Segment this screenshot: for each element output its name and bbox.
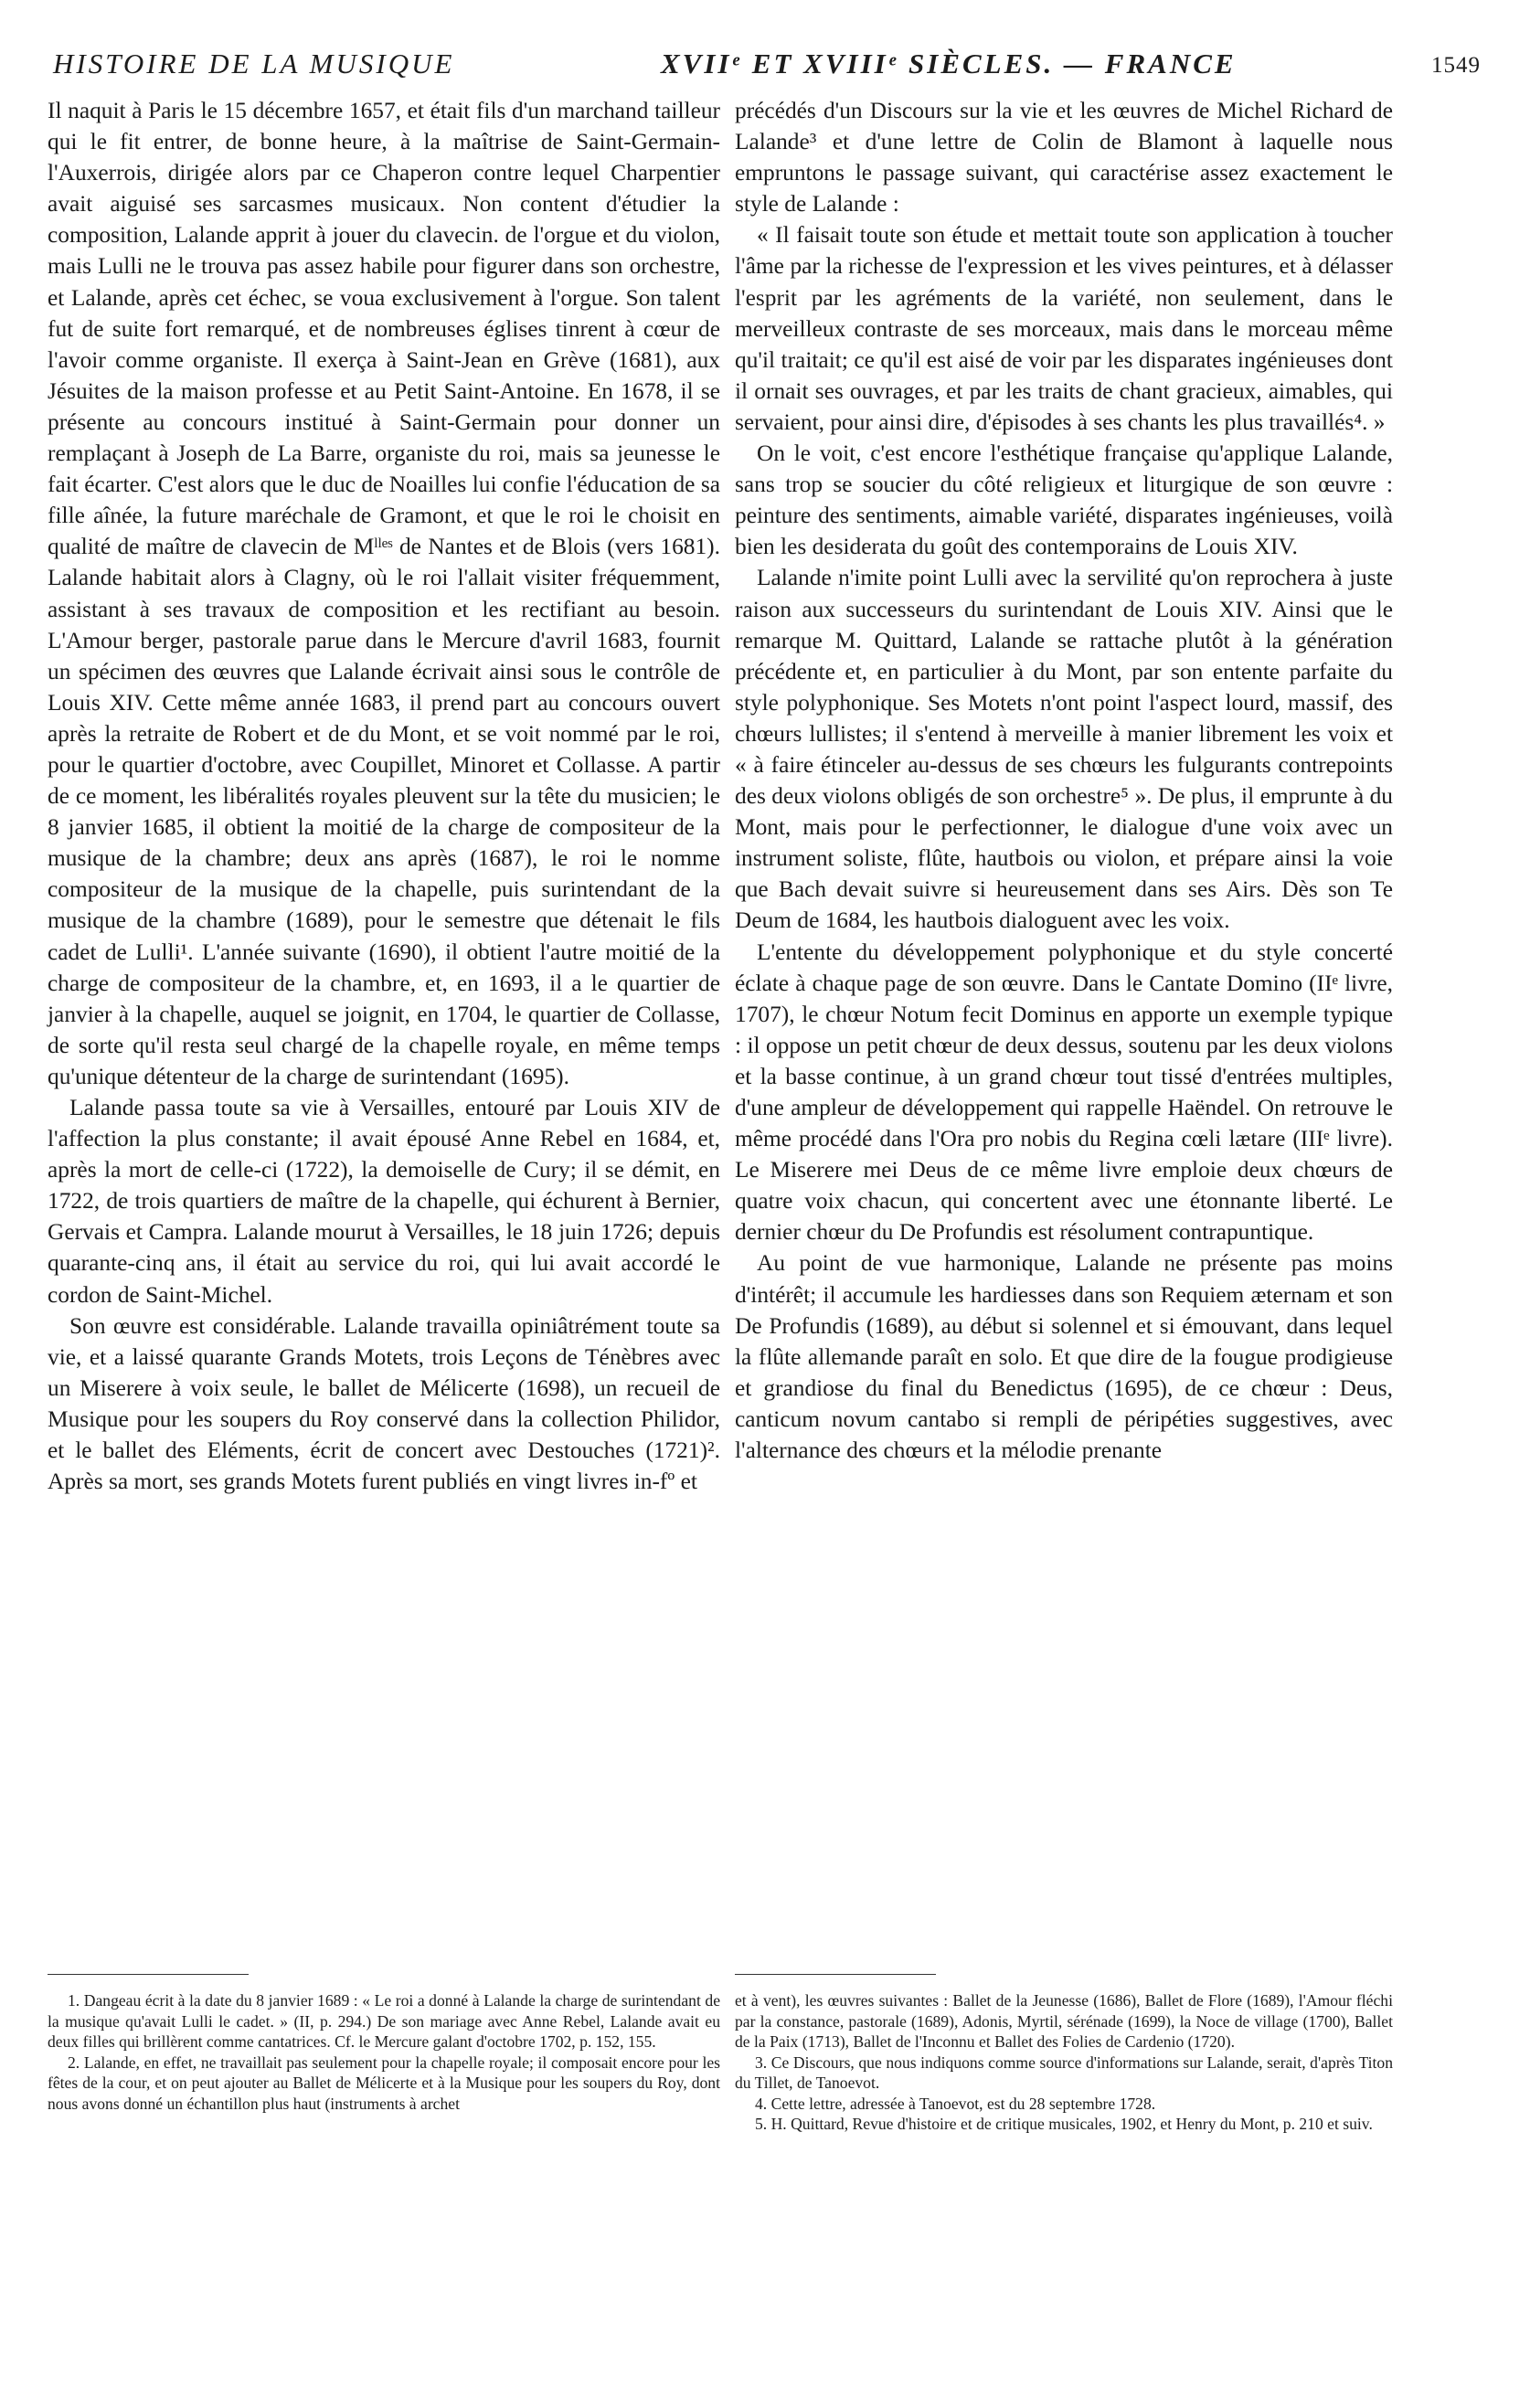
paragraph-birth: Il naquit à Paris le 15 décembre 1657, et était fils d'un marchand tailleur qui le fit entrer, de bonne heure, à la maîtrise de Saint-Germain-l'Auxerrois, dirigée alors par ce Chaperon contre lequel Charpentier avait aiguisé ses sarcasmes musicaux. Non content d'étudier la composition, Lalande apprit à jouer du clavecin. de l'orgue et du violon, mais Lulli ne le trouva pas assez habile pour figurer dans son orchestre, et Lalande, après cet échec, se voua exclusivement à l'orgue. Son talent fut de suite fort remarqué, et de nombreuses églises tinrent à cœur de l'avoir comme organiste. Il exerça à Saint-Jean en Grève (1681), aux Jésuites de la maison professe et au Petit Saint-Antoine. En 1678, il se présente au concours institué à Saint-Germain pour donner un remplaçant à Joseph de La Barre, organiste du roi, mais sa jeunesse le fait écarter. C'est alors que le duc de Noailles lui confie l'éducation de sa fille aînée, la future maréchale de Gramont, et que le roi le choisit en qualité de maître de clavecin de Mˡˡᵉˢ de Nantes et de Blois (vers 1681). Lalande habitait alors à Clagny, où le roi l'allait visiter fréquemment, assistant à ses travaux de composition et les rectifiant au besoin. L'Amour berger, pastorale parue dans le Mercure d'avril 1683, fournit un spécimen des œuvres que Lalande écrivait ainsi sous le contrôle de Louis XIV. Cette même année 1683, il prend part au concours ouvert après la retraite de Robert et de du Mont, et se voit nommé par le roi, pour le quartier d'octobre, avec Coupillet, Minoret et Collasse. A partir de ce moment, les libéralités royales pleuvent sur la tête du musicien; le 8 janvier 1685, il obtient la moitié de la charge de compositeur de la musique de la chambre; deux ans après (1687), le roi le nomme compositeur de la musique de la chapelle, puis surintendant de la musique de la chambre (1689), pour le semestre que détenait le fils cadet de Lulli¹. L'année suivante (1690), il obtient l'autre moitié de la charge de compositeur de la chambre, et, en 1693, il a le quartier de janvier à la chapelle, auquel se joignit, en 1704, le quartier de Collasse, de sorte qu'il resta seul chargé de la chapelle royale, en même temps qu'unique détenteur de la charge de surintendant (1695).	[48, 98, 720, 1089]
header-title: HISTOIRE DE LA MUSIQUE	[53, 48, 455, 80]
paragraph-oeuvre: Son œuvre est considérable. Lalande travailla opiniâtrément toute sa vie, et a laissé quarante Grands Motets, trois Leçons de Ténèbres avec un Miserere à voix seule, le ballet de Mélicerte (1698), un recueil de Musique pour les soupers du Roy conservé dans la collection Philidor, et le ballet des Eléments, écrit de concert avec Destouches (1721)². Après sa mort, ses grands Motets furent publiés en vingt livres in-fº et	[48, 1312, 720, 1495]
right-column	[735, 95, 1393, 1466]
footnote-5: 5. H. Quittard, Revue d'histoire et de critique musicales, 1902, et Henry du Mont, p. 210 et suiv.	[755, 2115, 1373, 2133]
footnote-1: 1. Dangeau écrit à la date du 8 janvier 1689 : « Le roi a donné à Lalande la charge de surintendant de la musique qu'avait Lulli le cadet. » (II, p. 294.) De son mariage avec Anne Rebel, Lalande avait eu deux filles qui brillèrent comme cantatrices. Cf. le Mercure galant d'octobre 1702, p. 152, 155.	[48, 1991, 720, 2051]
paragraph-harmonie: Au point de vue harmonique, Lalande ne présente pas moins d'intérêt; il accumule les hardiesses dans son Requiem æternam et son De Profundis (1689), au début si solennel et si émouvant, dans lequel la flûte allemande paraît en solo. Et que dire de la fougue prodigieuse et grandiose du final du Benedictus (1695), de ce chœur : Deus, canticum novum cantabo si rempli de péripéties suggestives, avec l'alternance des chœurs et la mélodie prenante	[735, 1250, 1393, 1464]
paragraph-versailles: Lalande passa toute sa vie à Versailles, entouré par Louis XIV de l'affection la plus constante; il avait épousé Anne Rebel en 1684, et, après la mort de celle-ci (1722), la demoiselle de Cury; il se démit, en 1722, de trois quartiers de maître de la chapelle, qui échurent à Bernier, Gervais et Campra. Lalande mourut à Versailles, le 18 juin 1726; depuis quarante-cinq ans, il était au service du roi, qui lui avait accordé le cordon de Saint-Michel.	[48, 1095, 720, 1308]
footnotes-right	[735, 1990, 1393, 2135]
paragraph-discours: précédés d'un Discours sur la vie et les œuvres de Michel Richard de Lalande³ et d'une lettre de Colin de Blamont à laquelle nous empruntons le passage suivant, qui caractérise assez exactement le style de Lalande :	[735, 98, 1393, 217]
left-column	[48, 95, 720, 1497]
paragraph-quotation: « Il faisait toute son étude et mettait toute son application à toucher l'âme par la richesse de l'expression et les vives peintures, et à délasser l'esprit par les agréments de la variété, non seulement, dans le merveilleux contraste de ses morceaux, mais dans le morceau même qu'il traitait; ce qu'il est aisé de voir par les disparates ingénieuses dont il ornait ses ouvrages, et par les traits de chant gracieux, aimables, qui servaient, pour ainsi dire, d'épisodes à ses chants les plus travaillés⁴. »	[735, 222, 1393, 435]
footnote-4: 4. Cette lettre, adressée à Tanoevot, est du 28 septembre 1728.	[755, 2094, 1156, 2113]
paragraph-esthetique: On le voit, c'est encore l'esthétique française qu'applique Lalande, sans trop se soucier du côté religieux et liturgique de son œuvre : peinture des sentiments, aimable variété, disparates ingénieuses, voilà bien les desiderata du goût des contemporains de Louis XIV.	[735, 440, 1393, 560]
page-number: 1549	[1431, 53, 1481, 78]
footnote-2: 2. Lalande, en effet, ne travaillait pas seulement pour la chapelle royale; il composait encore pour les fêtes de la cour, et on peut ajouter au Ballet de Mélicerte et à la Musique pour les soupers du Roy, dont nous avons donné un échantillon plus haut (instruments à archet	[48, 2053, 720, 2113]
paragraph-lulli: Lalande n'imite point Lulli avec la servilité qu'on reprochera à juste raison aux successeurs du surintendant de Louis XIV. Ainsi que le remarque M. Quittard, Lalande se rattache plutôt à la génération précédente et, en particulier à du Mont, par son entente parfaite du style polyphonique. Ses Motets n'ont point l'aspect lourd, massif, des chœurs lullistes; il s'entend à merveille à manier librement les voix et « à faire étinceler au-dessus de ses chœurs les fulgurants contrepoints des deux violons obligés de son orchestre⁵ ». De plus, il emprunte à du Mont, mais pour le perfectionner, le dialogue d'une voix avec un instrument soliste, flûte, hautbois ou violon, et prépare ainsi la voie que Bach devait suivre si heureusement dans ses Airs. Dès son Te Deum de 1684, les hautbois dialoguent avec les voix.	[735, 565, 1393, 934]
paragraph-polyphonie: L'entente du développement polyphonique et du style concerté éclate à chaque page de son œuvre. Dans le Cantate Domino (IIᵉ livre, 1707), le chœur Notum fecit Dominus en apporte un exemple typique : il oppose un petit chœur de deux dessus, soutenu par les deux violons et la basse continue, à un grand chœur tout tissé d'entrées multiples, d'une ampleur de développement qui rappelle Haëndel. On retrouve le même procédé dans l'Ora pro nobis du Regina cœli lætare (IIIᵉ livre). Le Miserere mei Deus de ce même livre emploie deux chœurs de quatre voix chacun, qui concertent avec une étonnante liberté. Le dernier chœur du De Profundis est résolument contrapuntique.	[735, 939, 1393, 1246]
footnote-rule-left	[48, 1974, 249, 1975]
header-period: XVIIᵉ ET XVIIIᵉ SIÈCLES. — FRANCE	[661, 48, 1237, 80]
footnote-3: 3. Ce Discours, que nous indiquons comme source d'informations sur Lalande, serait, d'après Titon du Tillet, de Tanoevot.	[735, 2053, 1393, 2092]
footnote-2-continued: et à vent), les œuvres suivantes : Ballet de la Jeunesse (1686), Ballet de Flore (1689), l'Amour fléchi par la constance, pastorale (1689), Adonis, Myrtil, sérénade (1699), la Noce de village (1700), Ballet de la Paix (1713), Ballet de l'Inconnu et Ballet des Folies de Cardenio (1720).	[735, 1991, 1393, 2051]
footnote-rule-right	[735, 1974, 936, 1975]
footnotes-left	[48, 1990, 720, 2114]
running-header	[53, 42, 1481, 86]
